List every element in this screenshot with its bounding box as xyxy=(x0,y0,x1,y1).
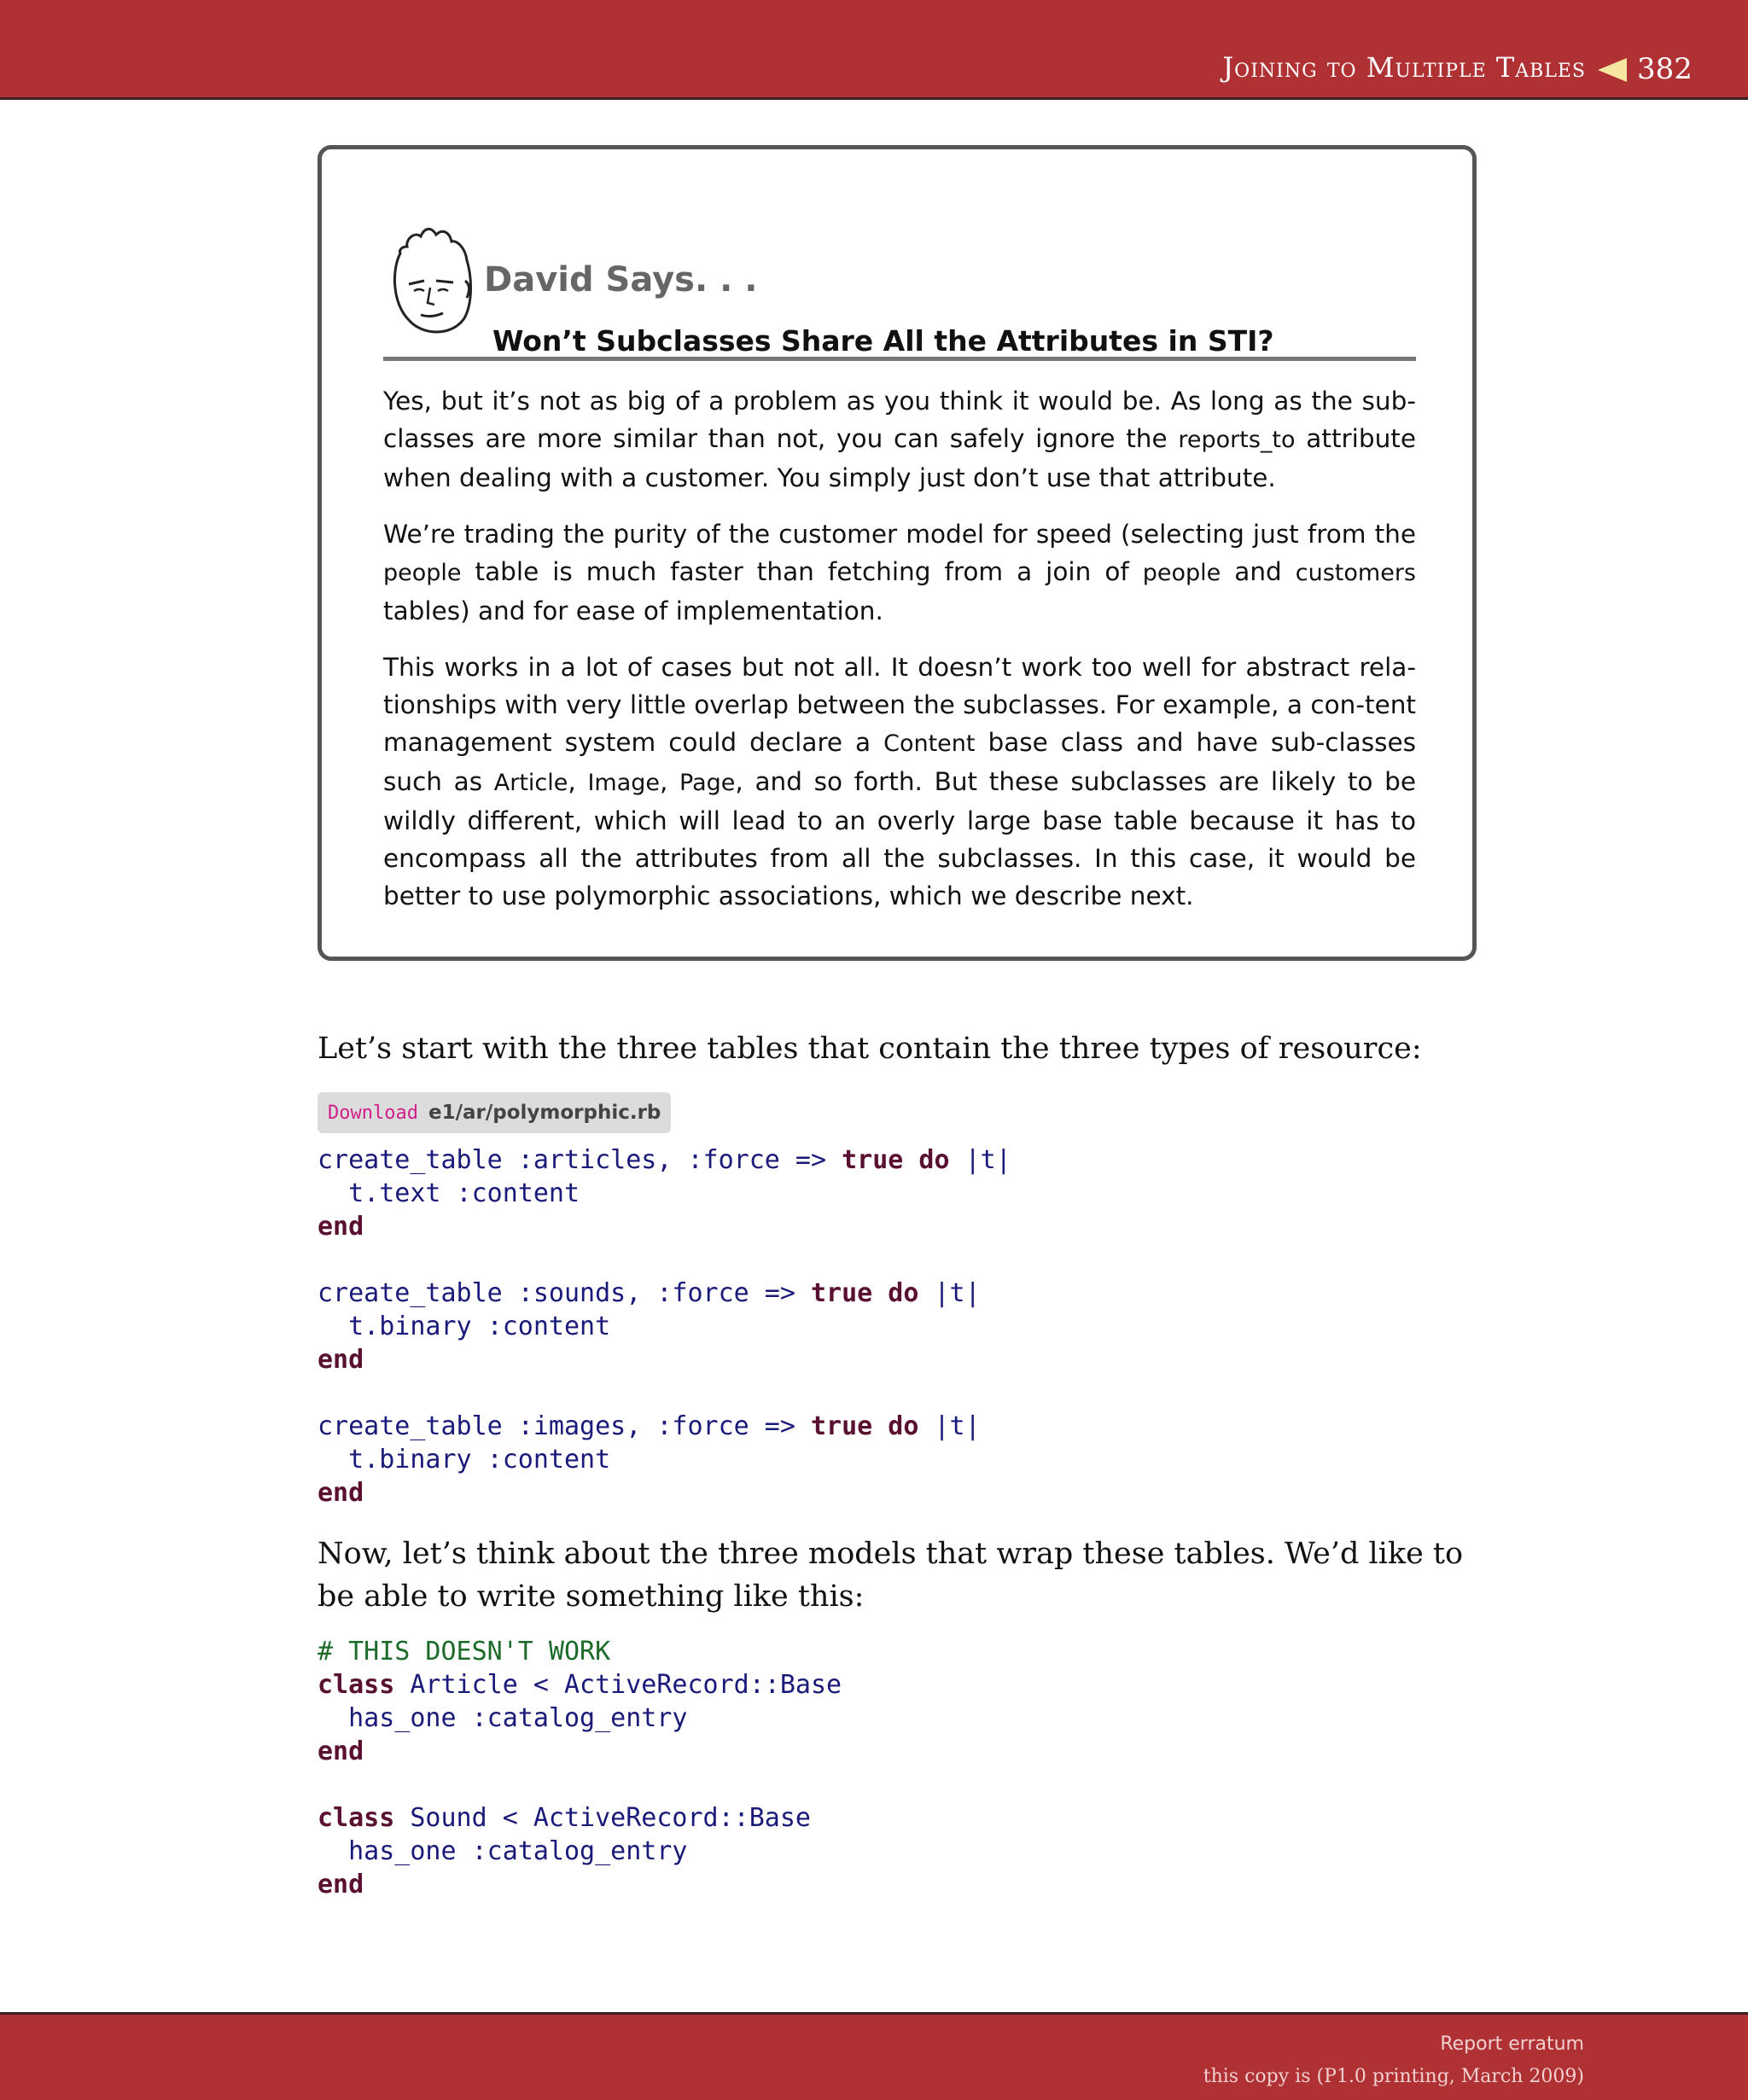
inline-code: people xyxy=(383,560,462,586)
david-face-icon xyxy=(383,209,477,337)
david-says-sidebar xyxy=(318,145,1477,961)
page-footer xyxy=(0,2012,1748,2100)
report-erratum-link[interactable]: Report erratum xyxy=(1440,2033,1584,2055)
sidebar-body xyxy=(383,382,1416,934)
page-number: 382 xyxy=(1637,52,1693,86)
code-block-models: # THIS DOESN'T WORK class Article < ActiveRecord::Base has_one :catalog_entry end class Sound < ActiveRecord::Base has_one :catalog_entry end xyxy=(318,1637,842,1899)
running-head: Joining to Multiple Tables xyxy=(1222,51,1586,84)
sidebar-paragraph-2: We’re trading the purity of the customer model for speed (selecting just from the people table is much faster than fetching from a join of people and customers tables) and for ease of implementation. xyxy=(383,520,1416,625)
download-link[interactable] xyxy=(318,1092,671,1133)
transition-paragraph: Now, let’s think about the three models that wrap these tables. We’d like to be able to write something like this: xyxy=(318,1537,1464,1614)
download-path[interactable]: e1/ar/polymorphic.rb xyxy=(428,1102,661,1124)
sidebar-divider xyxy=(383,357,1416,361)
download-label[interactable]: Download xyxy=(328,1102,418,1124)
inline-code: Page xyxy=(679,770,736,796)
sidebar-paragraph-1: Yes, but it’s not as big of a problem as you think it would be. As long as the sub-classes are more similar than not, you can safely ignore the reports_to attribute when dealing with a customer. You simply just don’t use that attribute. xyxy=(383,387,1416,492)
intro-paragraph: Let’s start with the three tables that contain the three types of resource: xyxy=(318,1032,1422,1066)
page-header xyxy=(0,0,1748,100)
inline-code: Content xyxy=(883,730,976,757)
inline-code: customers xyxy=(1295,560,1416,586)
inline-code: Article xyxy=(493,770,568,796)
inline-code: Image xyxy=(587,770,660,796)
sidebar-title: David Says. . . xyxy=(484,260,758,300)
inline-code: reports_to xyxy=(1178,427,1296,453)
copy-note: this copy is (P1.0 printing, March 2009) xyxy=(1203,2066,1584,2087)
inline-code: people xyxy=(1142,560,1221,586)
sidebar-paragraph-3: This works in a lot of cases but not all. It doesn’t work too well for abstract rela-tionships with very little overlap between the subclasses. For example, a con-tent management system could declare a Content base class and have sub-classes such as Article, Image, Page, and so forth. But these subclasses are likely to be wildly different, which will lead to an overly large base table because it has to encompass all the attributes from all the subclasses. In this case, it would be better to use polymorphic associations, which we describe next. xyxy=(383,653,1416,910)
sidebar-subtitle: Won’t Subclasses Share All the Attributes in STI? xyxy=(492,324,1274,358)
previous-page-arrow-icon[interactable] xyxy=(1598,58,1627,82)
code-block-tables: create_table :articles, :force => true do |t| t.text :content end create_table :sounds, :force => true do |t| t.binary :content end create_table :images, :force => true do |t| t.binary :content end xyxy=(318,1145,1011,1508)
